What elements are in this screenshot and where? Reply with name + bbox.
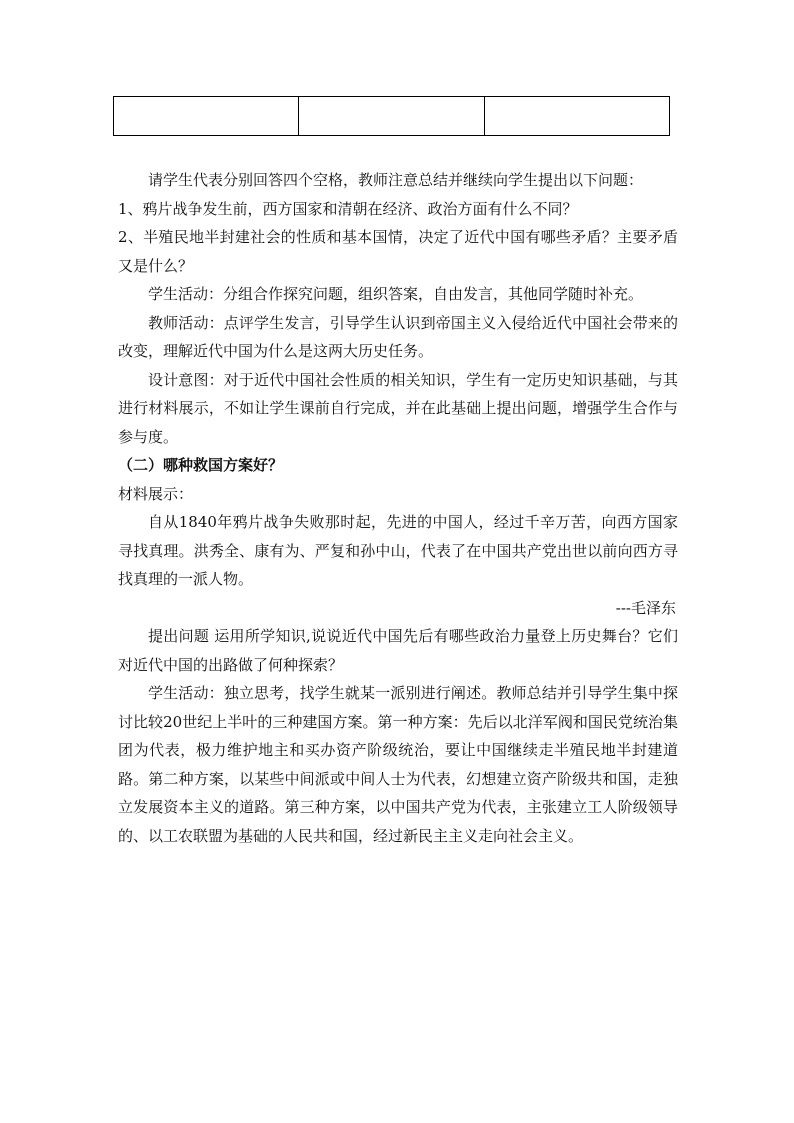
question-paragraph: 提出问题 运用所学知识,说说近代中国先后有哪些政治力量登上历史舞台？它们对近代中国的出路做了何种探索？ xyxy=(118,627,678,674)
table-row xyxy=(114,97,670,136)
teacher-activity-paragraph: 教师活动：点评学生发言，引导学生认识到帝国主义入侵给近代中国社会带来的改变，理解近代中国为什么是这两大历史任务。 xyxy=(118,313,678,360)
design-intent-paragraph: 设计意图：对于近代中国社会性质的相关知识，学生有一定历史知识基础，与其进行材料展示，不如让学生课前自行完成，并在此基础上提出问题，增强学生合作与参与度。 xyxy=(118,370,678,446)
student-activity-2-paragraph: 学生活动：独立思考，找学生就某一派别进行阐述。教师总结并引导学生集中探讨比较20世纪上半叶的三种建国方案。第一种方案：先后以北洋军阀和国民党统治集团为代表，极力维护地主和买办资产阶级统治，要让中国继续走半殖民地半封建道路。第二种方案，以某些中间派或中间人士为代表，幻想建立资产阶级共和国，走独立发展资本主义的道路。第三种方案，以中国共产党为代表，主张建立工人阶级领导的、以工农联盟为基础的人民共和国，经过新民主主义走向社会主义。 xyxy=(118,684,678,845)
table-cell xyxy=(299,97,484,136)
section-heading: （二）哪种救国方案好？ xyxy=(118,456,284,474)
quote-author: ---毛泽东 xyxy=(615,598,676,617)
intro-paragraph: 请学生代表分别回答四个空格，教师注意总结并继续向学生提出以下问题： xyxy=(148,171,644,189)
question-2: 2、半殖民地半封建社会的性质和基本国情，决定了近代中国有哪些矛盾？主要矛盾又是什么？ xyxy=(118,228,678,275)
material-label: 材料展示： xyxy=(118,484,194,503)
quote-paragraph: 自从1840年鸦片战争失败那时起，先进的中国人，经过千辛万苦，向西方国家寻找真理。洪秀全、康有为、严复和孙中山，代表了在中国共产党出世以前向西方寻找真理的一派人物。 xyxy=(118,513,678,588)
table-cell xyxy=(484,97,669,136)
table-cell xyxy=(114,97,299,136)
question-1: 1、鸦片战争发生前，西方国家和清朝在经济、政治方面有什么不同？ xyxy=(118,199,578,218)
document-body xyxy=(118,166,678,850)
student-activity-paragraph: 学生活动：分组合作探究问题，组织答案，自由发言，其他同学随时补充。 xyxy=(148,285,644,303)
answer-table xyxy=(113,96,670,136)
